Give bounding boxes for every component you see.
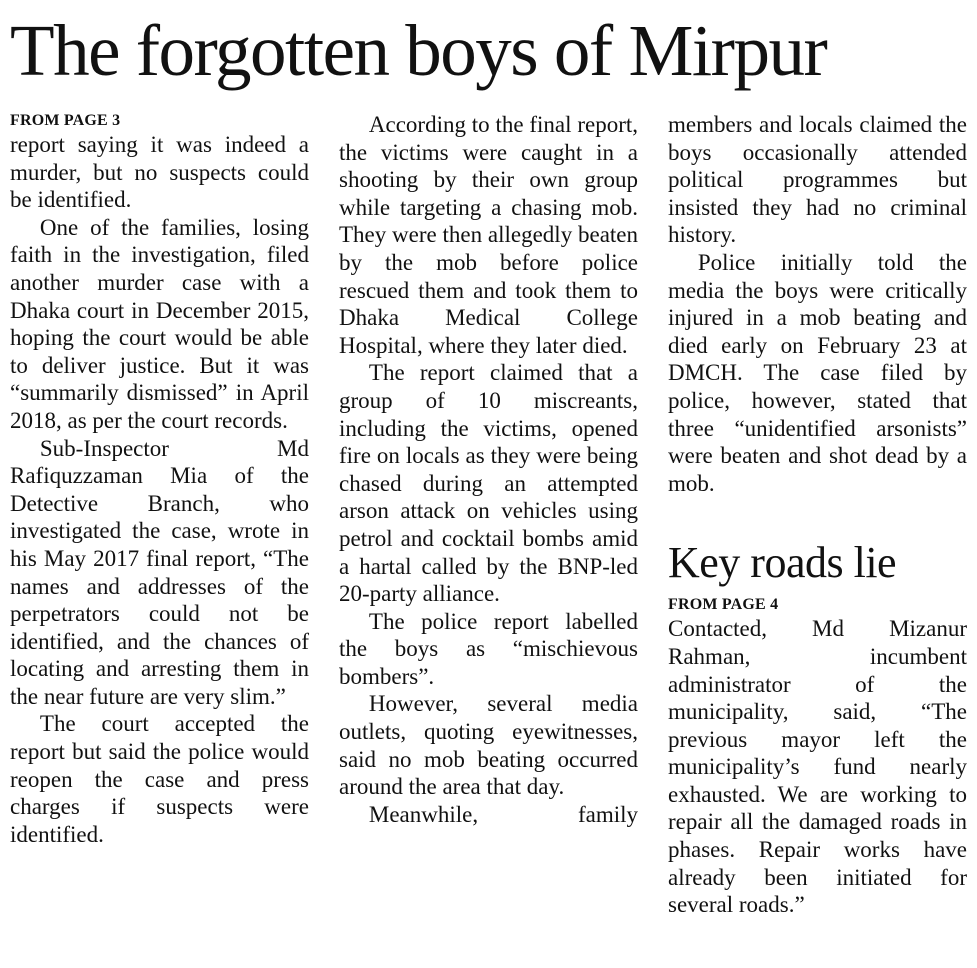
paragraph: report saying it was indeed a murder, but no suspects could be identified. bbox=[10, 132, 309, 213]
paragraph: Meanwhile, family bbox=[368, 801, 638, 827]
paragraph: According to the final report, the victims were caught in a shooting by their own group while targeting a chasing mob. They were then allegedly beaten by the mob before police rescued them and took them to Dhaka Medical College Hospital, where they later died. bbox=[339, 112, 638, 358]
paragraph: Sub-Inspector Md Rafiquzzaman Mia of the Detective Branch, who investigated the case, wrote in his May 2017 final report, “The names and addresses of the perpetrators could not be identified, and the chances of locating and arresting them in the near future are very slim.” bbox=[10, 435, 309, 709]
paragraph: However, several media outlets, quoting eyewitnesses, said no mob beating occurred around the area that day. bbox=[339, 691, 638, 800]
paragraph: members and locals claimed the boys occasionally attended political programmes but insisted they had no criminal history. bbox=[668, 112, 967, 248]
paragraph: Police initially told the media the boys were critically injured in a mob beating and died early on February 23 at DMCH. The case filed by police, however, stated that three “unidentified arsonists” were beaten and shot dead by a mob. bbox=[668, 249, 967, 496]
headline: The forgotten boys of Mirpur bbox=[10, 10, 827, 91]
column-3 bbox=[668, 111, 967, 919]
column-2 bbox=[339, 111, 638, 828]
column-1 bbox=[10, 111, 309, 848]
subheadline: Key roads lie bbox=[668, 538, 897, 588]
paragraph: The court accepted the report but said the police would reopen the case and press charges if suspects were identified. bbox=[10, 711, 309, 847]
jump-kicker: FROM PAGE 4 bbox=[668, 596, 779, 614]
paragraph: Contacted, Md Mizanur Rahman, incumbent administrator of the municipality, said, “The previous mayor left the municipality’s fund nearly exhausted. We are working to repair all the damaged roads in phases. Repair works have already been initiated for several roads.” bbox=[668, 616, 967, 918]
paragraph: The report claimed that a group of 10 miscreants, including the victims, opened fire on locals as they were being chased during an attempted arson attack on vehicles using petrol and cocktail bombs amid a hartal called by the BNP-led 20-party alliance. bbox=[339, 360, 638, 607]
jump-kicker: FROM PAGE 3 bbox=[10, 112, 121, 129]
paragraph: The police report labelled the boys as “mischievous bombers”. bbox=[339, 608, 638, 689]
paragraph: One of the families, losing faith in the investigation, filed another murder case with a Dhaka court in December 2015, hoping the court would be able to deliver justice. But it was “summarily dismissed” in April 2018, as per the court records. bbox=[10, 214, 309, 433]
